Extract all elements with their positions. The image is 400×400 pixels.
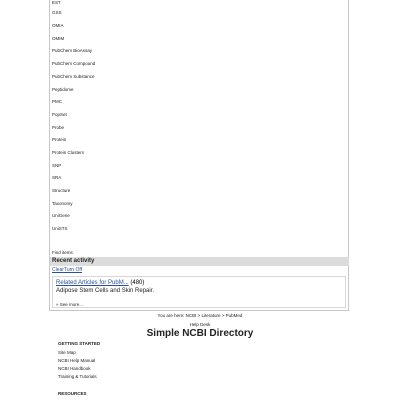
recent-activity-item[interactable]	[56, 279, 144, 287]
database-item-pmc[interactable]: PMC	[52, 99, 62, 104]
database-item-snp[interactable]: SNP	[52, 163, 62, 168]
database-item-sra[interactable]: SRA	[52, 175, 62, 180]
database-item-pubchem-substance[interactable]: PubChem Substance	[52, 74, 95, 79]
database-item-pubchem-compound[interactable]: PubChem Compound	[52, 61, 96, 66]
breadcrumb: You are here: NCBI > Literature > PubMed	[157, 313, 243, 318]
find-items-label: Find items	[52, 250, 73, 255]
turn-off-link[interactable]: Turn Off	[63, 267, 83, 273]
database-item-gss[interactable]: GSS	[52, 10, 62, 15]
database-item-probe[interactable]: Probe	[52, 125, 65, 130]
database-item-popset[interactable]: PopSet	[52, 112, 67, 117]
database-item-omim[interactable]: OMIM	[52, 36, 65, 41]
resources-heading: RESOURCES	[58, 391, 87, 396]
database-item-omia[interactable]: OMIA	[52, 23, 64, 28]
recent-activity-controls	[52, 267, 82, 274]
site-map-link[interactable]: Site Map	[58, 350, 76, 355]
recent-activity-header: Recent activity	[50, 257, 349, 266]
database-item-pubchem-bioassay[interactable]: PubChem BioAssay	[52, 48, 93, 53]
getting-started-heading: GETTING STARTED	[58, 341, 101, 346]
database-item-est[interactable]: EST	[52, 0, 61, 5]
recent-activity-list	[52, 276, 346, 308]
directory-title: Simple NCBI Directory	[146, 328, 254, 339]
database-item-protein-clusters[interactable]: Protein Clusters	[52, 150, 85, 155]
help-desk-link[interactable]: Help Desk	[189, 322, 211, 327]
database-item-unists[interactable]: UniSTS	[52, 226, 68, 231]
recent-item-link[interactable]: Related Articles for PubM...	[56, 280, 129, 286]
database-item-structure[interactable]: Structure	[52, 188, 71, 193]
recent-item-count: (480)	[130, 280, 145, 286]
database-item-taxonomy[interactable]: Taxonomy	[52, 201, 73, 206]
clear-link[interactable]: Clear	[52, 267, 64, 273]
handbook-link[interactable]: NCBI Handbook	[58, 366, 91, 371]
see-more-link[interactable]: » See more...	[56, 302, 84, 307]
database-item-unigene[interactable]: UniGene	[52, 213, 70, 218]
recent-item-subtitle: Adipose Stem Cells and Skin Repair.	[56, 288, 155, 294]
database-item-protein[interactable]: Protein	[52, 137, 67, 142]
database-list-panel	[49, 0, 349, 311]
database-item-peptidome[interactable]: Peptidome	[52, 87, 74, 92]
training-tutorials-link[interactable]: Training & Tutorials	[58, 374, 97, 379]
help-manual-link[interactable]: NCBI Help Manual	[58, 358, 96, 363]
